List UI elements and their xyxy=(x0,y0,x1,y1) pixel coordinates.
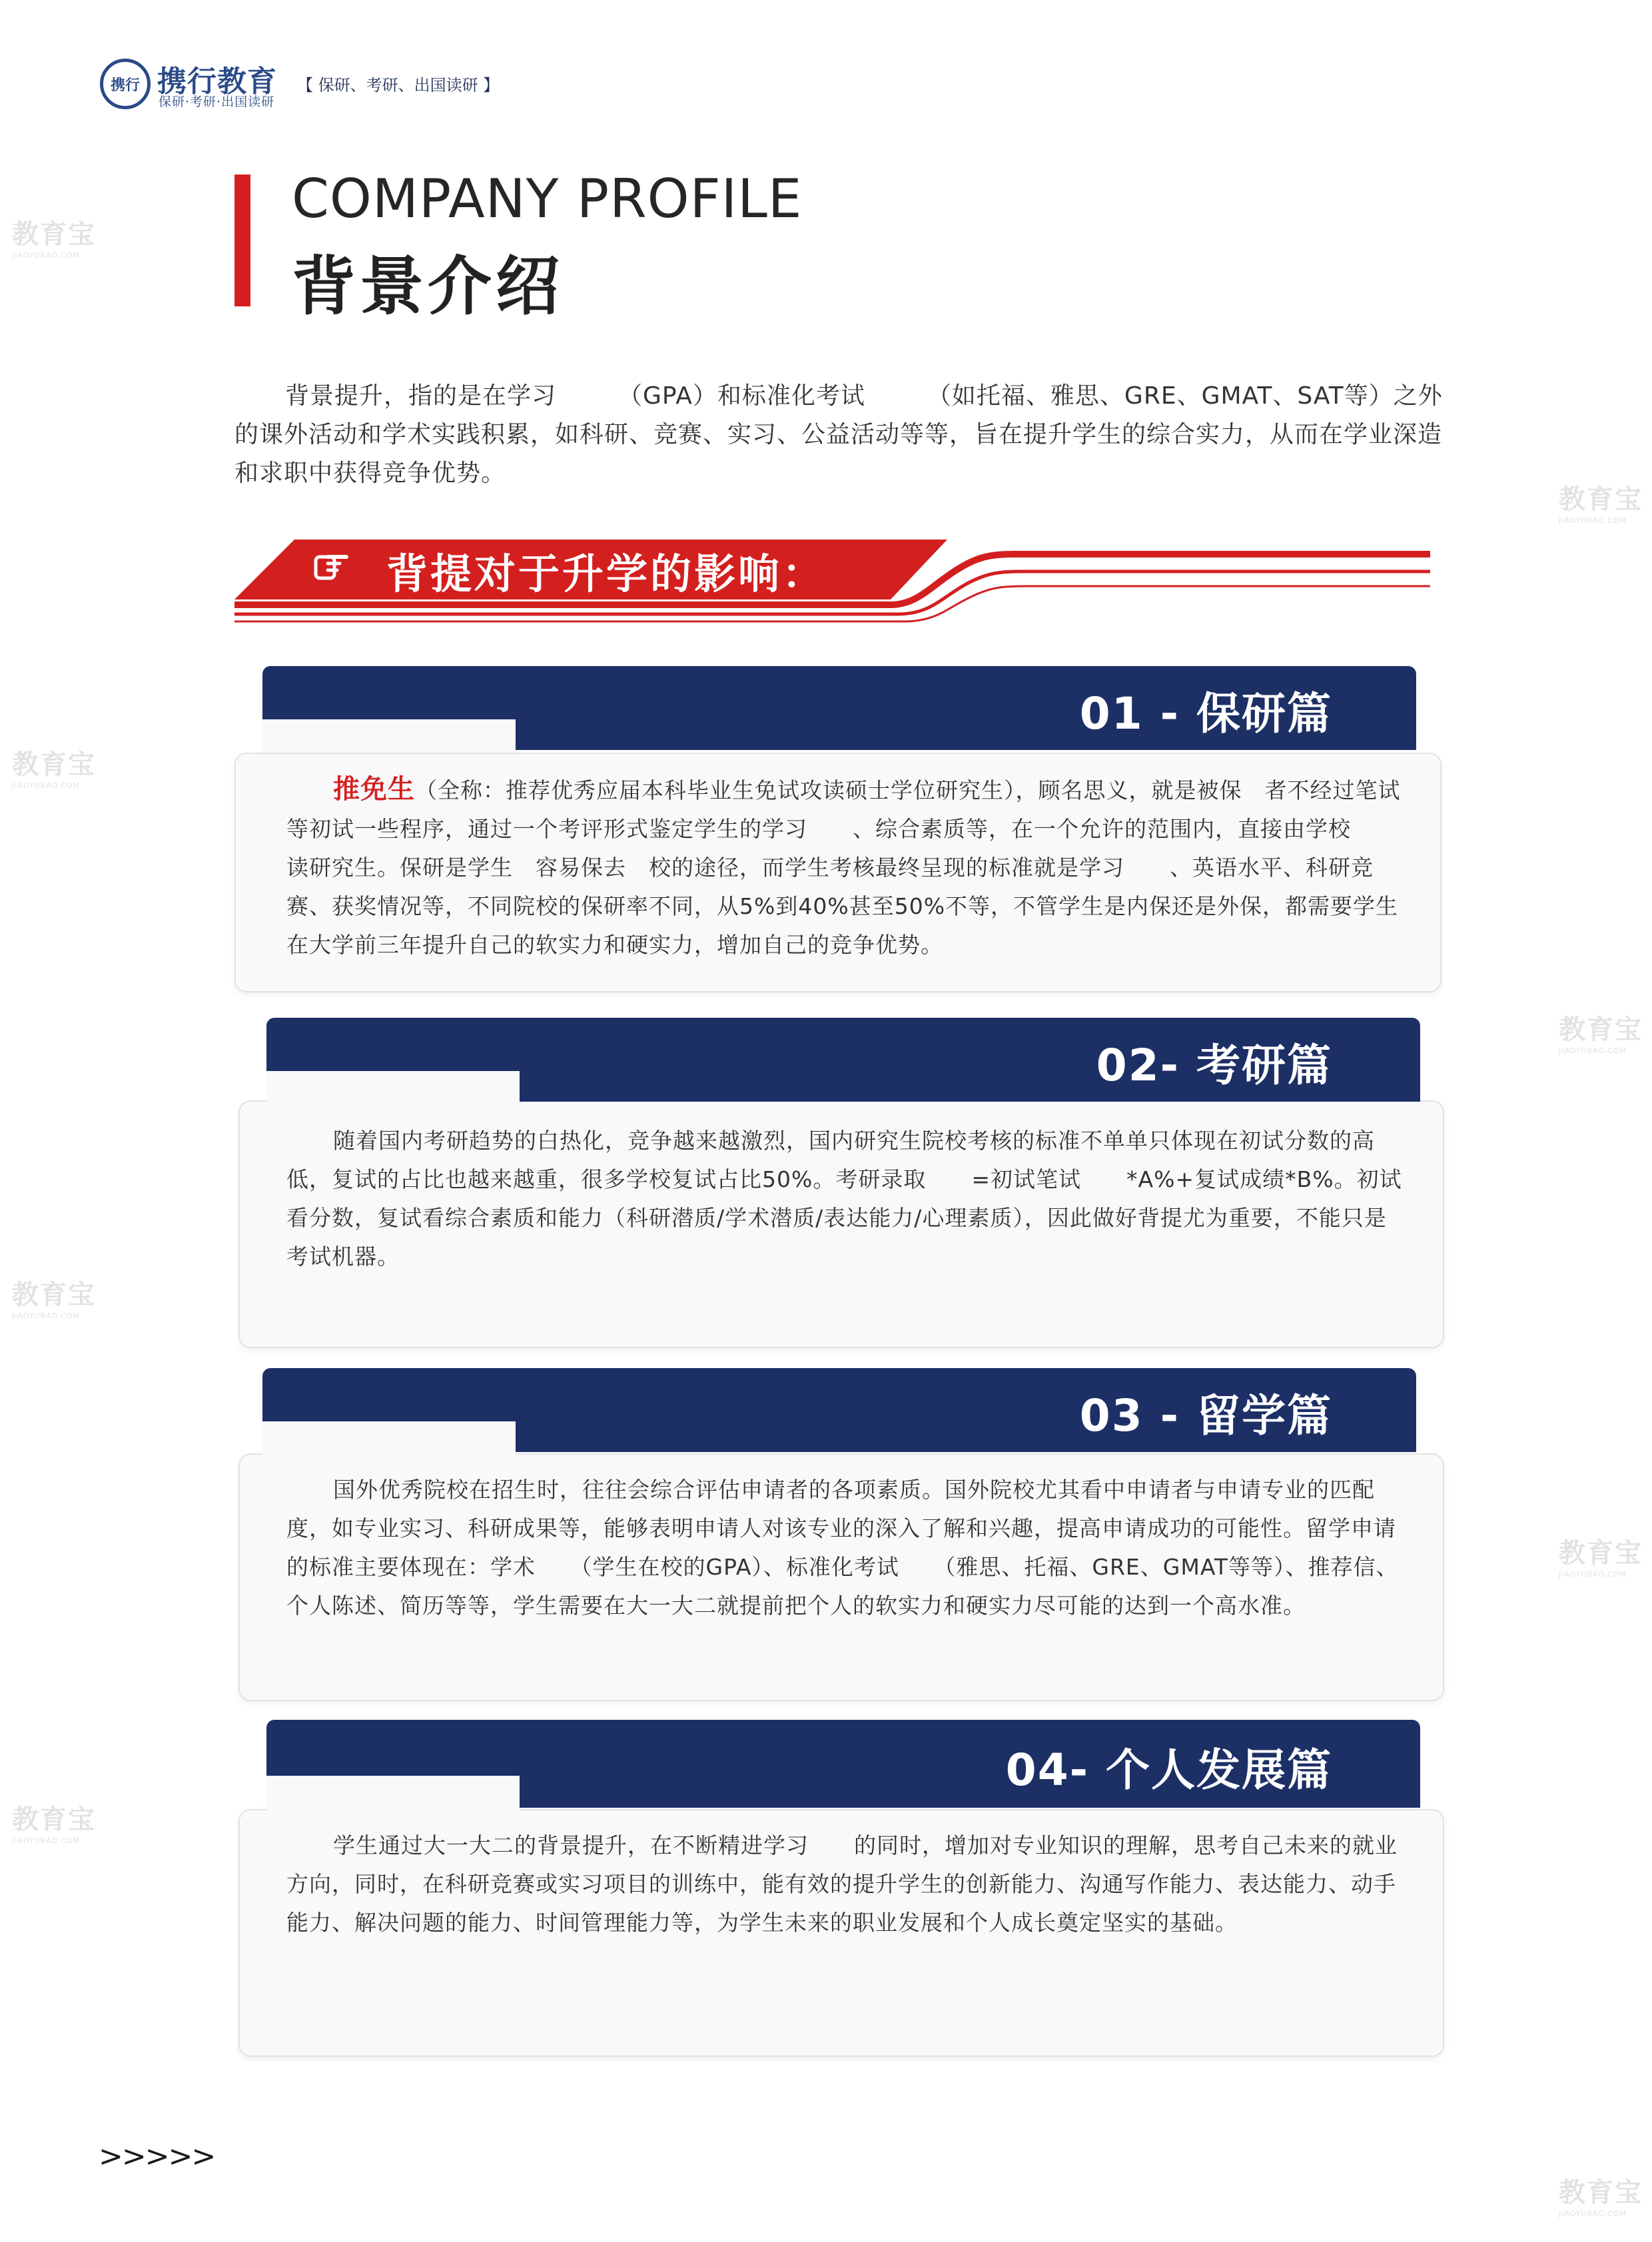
card-liuxue-title: 03 - 留学篇 xyxy=(1079,1390,1332,1441)
card-baoyan-body: （全称：推荐优秀应届本科毕业生免试攻读硕士学位研究生），顾名思义，就是被保 者不经过笔试等初试一些程序，通过一个考评形式鉴定学生的学习 、综合素质等，在一个允许的范围内，直接由学校 读研究生。保研是学生 容易保去 校的途径，而学生考核最终呈现的标准就是学习 、英语水平、科研竞赛、获奖情况等，不同院校的保研率不同，从5%到40%甚至50%不等，不管学生是内保还是外保，都需要学生在大学前三年提升自己的软实力和硬实力，增加自己的竞争优势。 xyxy=(286,777,1401,958)
card-kaoyan-title: 02- 考研篇 xyxy=(1096,1040,1332,1091)
watermark: 教育宝 JIAOYUBAO.COM xyxy=(1559,2177,1643,2218)
card-tab-notch xyxy=(262,1421,516,1455)
logo-name: 携行教育 xyxy=(157,65,277,99)
highlight-term: 推免生 xyxy=(333,774,415,805)
card-liuxue-body: 国外优秀院校在招生时，往往会综合评估申请者的各项素质。国外院校尤其看中申请者与申请专业的匹配度，如专业实习、科研成果等，能够表明申请人对该专业的深入了解和兴趣，提高申请成功的可能性。留学申请的标准主要体现在：学术 （学生在校的GPA）、标准化考试 （雅思、托福、GRE、GMAT等等）、推荐信、个人陈述、简历等等，学生需要在大一大二就提前把个人的软实力和硬实力尽可能的达到一个高水准。 xyxy=(286,1477,1399,1619)
section-banner-title: 背提对于升学的影响： xyxy=(386,550,827,598)
intro-text: 背景提升，指的是在学习 （GPA）和标准化考试 （如托福、雅思、GRE、GMAT、SAT等）之外的课外活动和学术实践积累，如科研、竞赛、实习、公益活动等等，旨在提升学生的综合实力，从而在学业深造和求职中获得竞争优势。 xyxy=(234,382,1443,487)
watermark: 教育宝 JIAOYUBAO.COM xyxy=(12,1804,96,1845)
watermark: 教育宝 JIAOYUBAO.COM xyxy=(1559,1014,1643,1055)
logo-subtitle: 保研·考研·出国读研 xyxy=(159,95,275,109)
card-tab-notch xyxy=(262,719,516,753)
page-title-english: COMPANY PROFILE xyxy=(292,168,803,230)
card-liuxue-text xyxy=(286,1471,1406,1625)
watermark: 教育宝 JIAOYUBAO.COM xyxy=(12,1280,96,1320)
footer-arrows: >>>>> xyxy=(99,2139,215,2173)
watermark: 教育宝 JIAOYUBAO.COM xyxy=(1559,1538,1643,1579)
card-tab-notch xyxy=(266,1071,520,1103)
title-accent-bar xyxy=(234,175,250,306)
card-kaoyan-body: 随着国内考研趋势的白热化，竞争越来越激烈，国内研究生院校考核的标准不单单只体现在初试分数的高低，复试的占比也越来越重，很多学校复试占比50%。考研录取 =初试笔试 *A%+复试成绩*B%。初试看分数，复试看综合素质和能力（科研潜质/学术潜质/表达能力/心理素质），因此做好背提尤为重要，不能只是考试机器。 xyxy=(286,1128,1402,1270)
card-development-body: 学生通过大一大二的背景提升，在不断精进学习 的同时，增加对专业知识的理解，思考自己未来的就业方向，同时，在科研竞赛或实习项目的训练中，能有效的提升学生的创新能力、沟通写作能力、表达能力、动手能力、解决问题的能力、时间管理能力等，为学生未来的职业发展和个人成长奠定坚实的基础。 xyxy=(286,1832,1398,1936)
card-development-text xyxy=(286,1826,1406,1942)
logo-badge: 携行 xyxy=(100,59,151,109)
watermark: 教育宝 JIAOYUBAO.COM xyxy=(12,219,96,260)
pointing-hand-icon xyxy=(313,546,350,583)
header-tagline: 【 保研、考研、出国读研 】 xyxy=(297,76,500,95)
watermark: 教育宝 JIAOYUBAO.COM xyxy=(1559,484,1643,525)
card-kaoyan-text xyxy=(286,1122,1406,1276)
card-baoyan-title: 01 - 保研篇 xyxy=(1079,688,1332,739)
intro-paragraph xyxy=(234,377,1447,493)
page-title-chinese: 背景介绍 xyxy=(292,249,564,324)
card-baoyan-text xyxy=(286,770,1406,964)
card-tab-notch xyxy=(266,1776,520,1810)
card-development-title: 04- 个人发展篇 xyxy=(1005,1744,1332,1796)
watermark: 教育宝 JIAOYUBAO.COM xyxy=(12,749,96,790)
